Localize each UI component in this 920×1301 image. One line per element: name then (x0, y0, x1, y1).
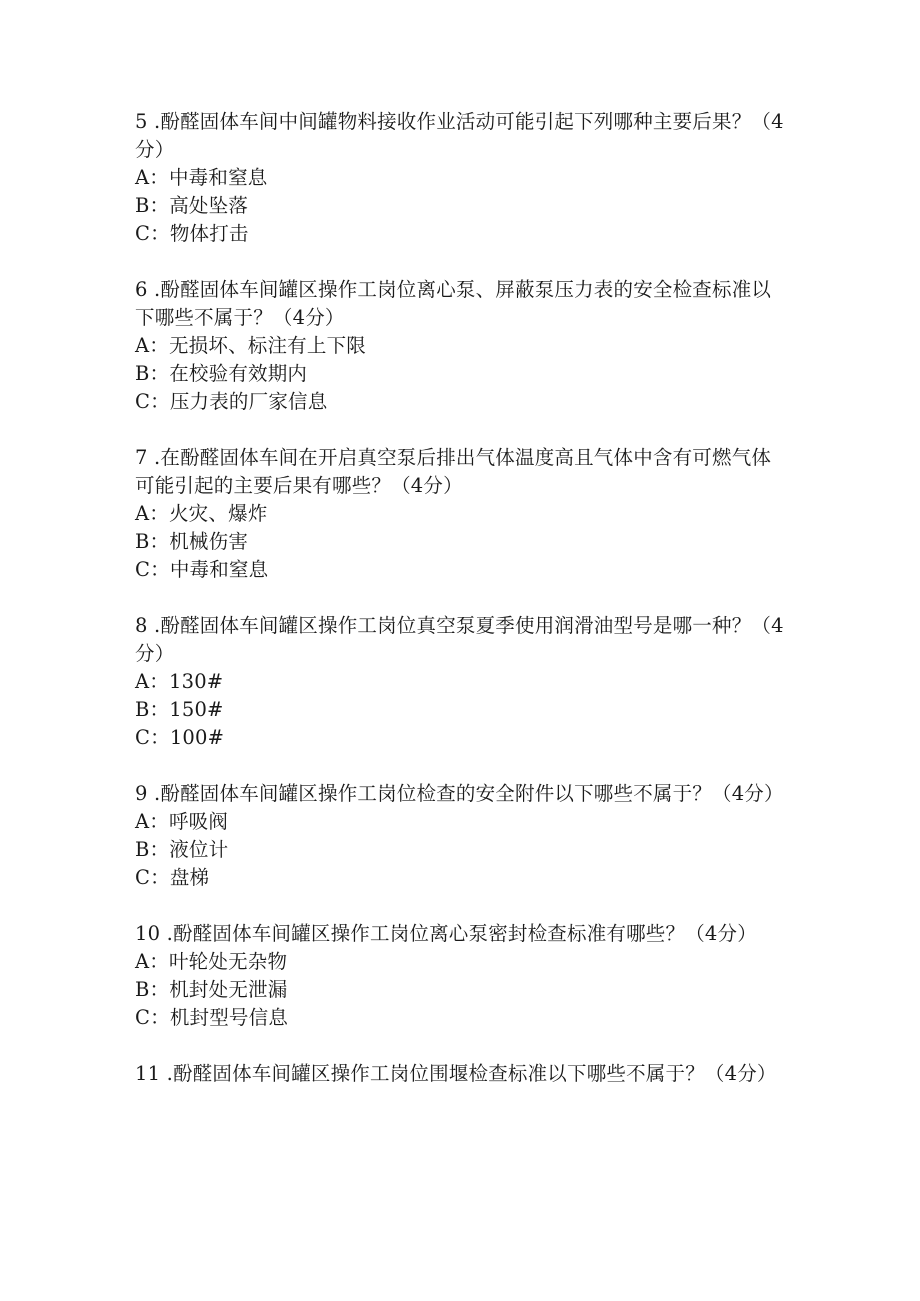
option-c: C：盘梯 (135, 866, 210, 889)
option-c: C：100# (135, 726, 225, 749)
option-c: C：压力表的厂家信息 (135, 390, 328, 413)
question-text: 9 .酚醛固体车间罐区操作工岗位检查的安全附件以下哪些不属于？（4分） (135, 782, 784, 805)
option-c: C：机封型号信息 (135, 1006, 289, 1029)
question-text: 6 .酚醛固体车间罐区操作工岗位离心泵、屏蔽泵压力表的安全检查标准以下哪些不属于？（4分） (135, 278, 772, 329)
option-b: B：在校验有效期内 (135, 362, 308, 385)
option-b: B：150# (135, 698, 224, 721)
question-5 (135, 108, 785, 248)
question-11 (135, 1060, 785, 1088)
question-text: 10 .酚醛固体车间罐区操作工岗位离心泵密封检查标准有哪些？（4分） (135, 922, 757, 945)
option-b: B：机封处无泄漏 (135, 978, 288, 1001)
option-a: A：中毒和窒息 (135, 166, 268, 189)
option-b: B：液位计 (135, 838, 229, 861)
option-b: B：机械伤害 (135, 530, 249, 553)
question-text: 11 .酚醛固体车间罐区操作工岗位围堰检查标准以下哪些不属于？（4分） (135, 1062, 777, 1085)
option-a: A：火灾、爆炸 (135, 502, 268, 525)
question-text: 8 .酚醛固体车间罐区操作工岗位真空泵夏季使用润滑油型号是哪一种？（4分） (135, 614, 784, 665)
question-7 (135, 444, 785, 584)
question-text: 7 .在酚醛固体车间在开启真空泵后排出气体温度高且气体中含有可燃气体可能引起的主要后果有哪些？（4分） (135, 446, 772, 497)
question-text: 5 .酚醛固体车间中间罐物料接收作业活动可能引起下列哪种主要后果？（4分） (135, 110, 784, 161)
option-a: A：无损坏、标注有上下限 (135, 334, 366, 357)
document-page (135, 108, 785, 1116)
question-6 (135, 276, 785, 416)
option-c: C：物体打击 (135, 222, 249, 245)
question-10 (135, 920, 785, 1032)
option-a: A：呼吸阀 (135, 810, 229, 833)
option-a: A：叶轮处无杂物 (135, 950, 288, 973)
option-a: A：130# (135, 670, 224, 693)
question-8 (135, 612, 785, 752)
option-b: B：高处坠落 (135, 194, 249, 217)
question-9 (135, 780, 785, 892)
option-c: C：中毒和窒息 (135, 558, 269, 581)
